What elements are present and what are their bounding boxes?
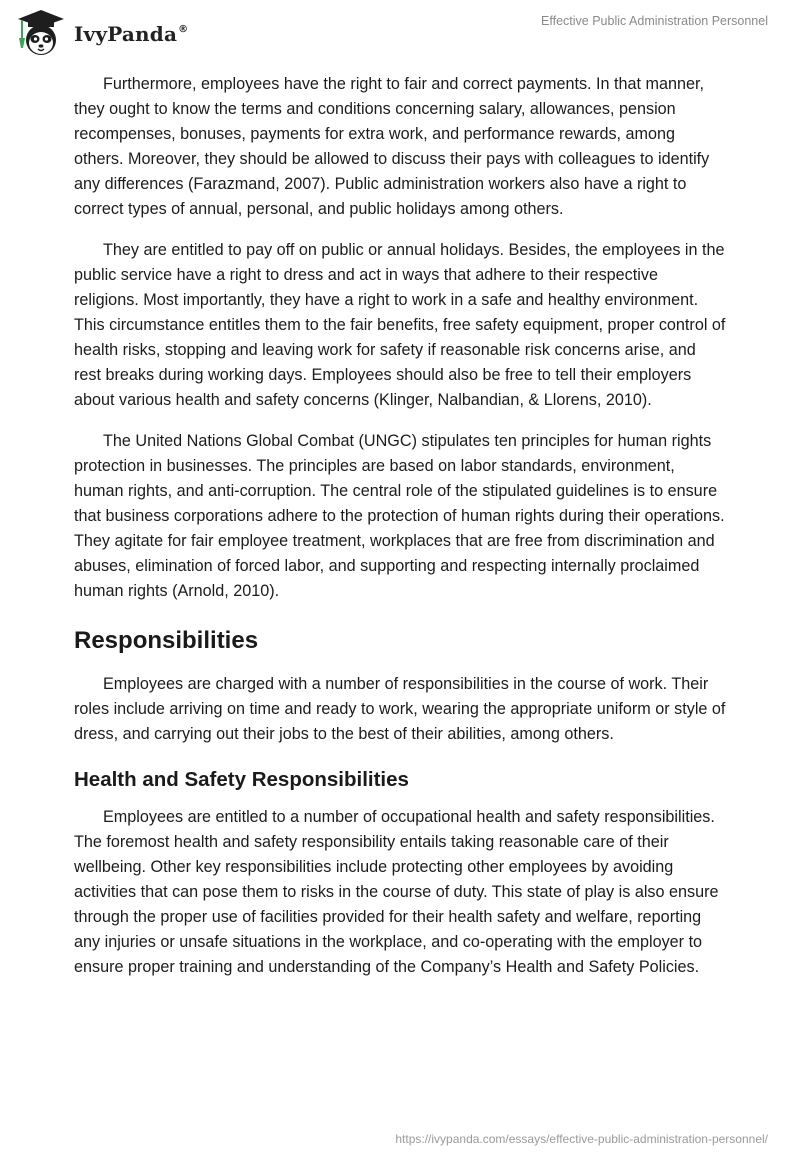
heading-health-safety: Health and Safety Responsibilities — [74, 768, 409, 791]
document-title: Effective Public Administration Personnel — [541, 14, 768, 28]
registered-mark: ® — [178, 24, 189, 35]
paragraph-health-safety: Employees are entitled to a number of occupational health and safety responsibilities. The foremost health and safety responsibility entails taking reasonable care of their wellbeing. Other key responsibilities include protecting other employees by avoiding activities that can pose them to risks in the course of duty. This state of play is also ensure through the proper use of facilities provided for their health safety and welfare, reporting any injuries or unsafe situations in the workplace, and co-operating with the employer to ensure proper training and understanding of the Company’s Health and Safety Policies. — [74, 808, 719, 976]
panda-graduate-logo-icon — [14, 8, 68, 58]
paragraph-payments: Furthermore, employees have the right to fair and correct payments. In that manner, they ought to know the terms and conditions concerning salary, allowances, pension recompenses, bonuses, payments for extra work, and performance rewards, among others. Moreover, they should be allowed to discuss their pays with colleagues to identify any differences (Farazmand, 2007). Public administration workers also have a right to correct types of annual, personal, and public holidays among others. — [74, 75, 710, 218]
source-url[interactable]: https://ivypanda.com/essays/effective-public-administration-personnel/ — [395, 1132, 768, 1146]
paragraph-ungc: The United Nations Global Combat (UNGC) stipulates ten principles for human rights protection in businesses. The principles are based on labor standards, environment, human rights, and anti-corruption. The central role of the stipulated guidelines is to ensure that business corporations adhere to the protection of human rights during their operations. They agitate for fair employee treatment, workplaces that are free from discrimination and abuses, elimination of forced labor, and supporting and respecting internally proclaimed human rights (Arnold, 2010). — [74, 432, 725, 600]
paragraph-holidays: They are entitled to pay off on public or annual holidays. Besides, the employees in the public service have a right to dress and act in ways that adhere to their respective religions. Most importantly, they have a right to work in a safe and healthy environment. This circumstance entitles them to the fair benefits, free safety equipment, proper control of health risks, stopping and leaving work for safety if reasonable risk concerns arise, and rest breaks during working days. Employees should also be free to tell their employers about various health and safety concerns (Klinger, Nalbandian, & Llorens, 2010). — [74, 241, 726, 409]
essay-content — [74, 72, 726, 996]
brand-name: IvyPanda® — [74, 22, 189, 46]
ivypanda-logo[interactable] — [14, 8, 188, 58]
page-header — [0, 0, 800, 64]
heading-responsibilities: Responsibilities — [74, 627, 259, 654]
paragraph-responsibilities: Employees are charged with a number of responsibilities in the course of work. Their roles include arriving on time and ready to work, wearing the appropriate uniform or style of dress, and carrying out their jobs to the best of their abilities, among others. — [74, 675, 726, 743]
